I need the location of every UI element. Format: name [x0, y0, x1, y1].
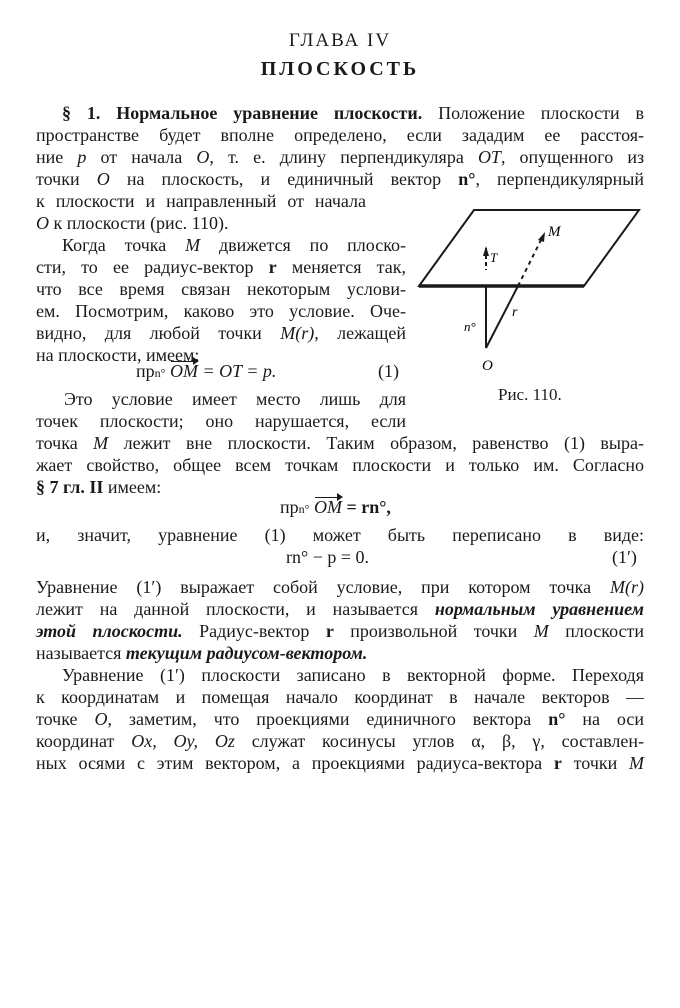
text-line: видно, для любой точки M(r), лежащей [36, 323, 406, 343]
text-line: точки O на плоскость, и единичный вектор n°, перпендикулярный [36, 169, 645, 189]
equation-1-number: (1) [378, 361, 399, 381]
text-line: точка M лежит вне плоскости. Таким образом, равенство (1) выра- [36, 433, 645, 453]
text-line: ем. Посмотрим, каково это условие. Оче- [36, 301, 406, 321]
text-line: § 1. Нормальное уравнение плоскости. Положение плоскости в [36, 102, 644, 124]
text-line: Уравнение (1′) плоскости записано в векторной форме. Переходя [62, 665, 644, 685]
text-line: ных осями с этим вектором, а проекциями радиуса-вектора r точки M [36, 753, 645, 773]
text-line: пространстве будет вполне определено, если зададим ее расстоя- [36, 125, 644, 145]
text-line: к координатам и помещая начало координат в начале векторов — [36, 687, 644, 707]
text-line: называется текущим радиусом-вектором. [36, 643, 368, 663]
text-line: сти, то ее радиус-вектор r меняется так, [36, 257, 407, 277]
figure-caption: Рис. 110. [498, 385, 562, 404]
text-line: Когда точка M движется по плоско- [62, 235, 407, 255]
text-line: Уравнение (1′) выражает собой условие, при котором точка M(r) [36, 577, 645, 597]
label-n0: n° [464, 319, 476, 334]
figure-110 [414, 200, 654, 400]
equation-1-prime: rn° − p = 0. [286, 547, 369, 567]
chapter-title: ПЛОСКОСТЬ [260, 58, 420, 80]
text-line: этой плоскости. Радиус-вектор r произвольной точки M плоскости [36, 621, 645, 641]
chapter-label: ГЛАВА IV [288, 30, 392, 51]
text-line: жает свойство, общее всем точкам плоскости и только им. Согласно [36, 455, 644, 475]
text-line: § 7 гл. II имеем: [36, 477, 162, 497]
equation-1: прn° OM = OT = p. [136, 361, 277, 381]
text-line: точке O, заметим, что проекциями единичного вектора n° на оси [36, 709, 645, 729]
label-r: r [512, 305, 518, 320]
label-M: M [548, 224, 561, 240]
plane-shape [419, 210, 639, 286]
arrow-head [483, 246, 489, 256]
section-heading: § 1. Нормальное уравнение плоскости. [62, 103, 423, 123]
text-line: на плоскости, имеем: [36, 345, 200, 365]
text-line: лежит на данной плоскости, и называется нормальным уравнением [36, 599, 644, 619]
label-T: T [490, 250, 498, 265]
text-line: Это условие имеет место лишь для [64, 389, 406, 409]
text-line: O к плоскости (рис. 110). [36, 213, 229, 233]
equation-2: прn° OM = rn°, [280, 497, 391, 517]
text-line: что все время связан некоторым услови- [36, 279, 406, 299]
text-line: ние p от начала O, т. е. длину перпендикуляра OT, опущенного из [36, 147, 645, 167]
text-line: точек плоскости; оно нарушается, если [36, 411, 406, 431]
arrow-head [538, 232, 545, 242]
text-line: к плоскости и направленный от начала [36, 191, 366, 211]
text-line: и, значит, уравнение (1) может быть переписано в виде: [36, 525, 644, 545]
equation-1-prime-number: (1′) [612, 547, 637, 567]
radius-vector-dashed [518, 238, 542, 286]
label-O: O [482, 358, 493, 374]
text-line: координат Ox, Oy, Oz служат косинусы углов α, β, γ, составлен- [36, 731, 645, 751]
